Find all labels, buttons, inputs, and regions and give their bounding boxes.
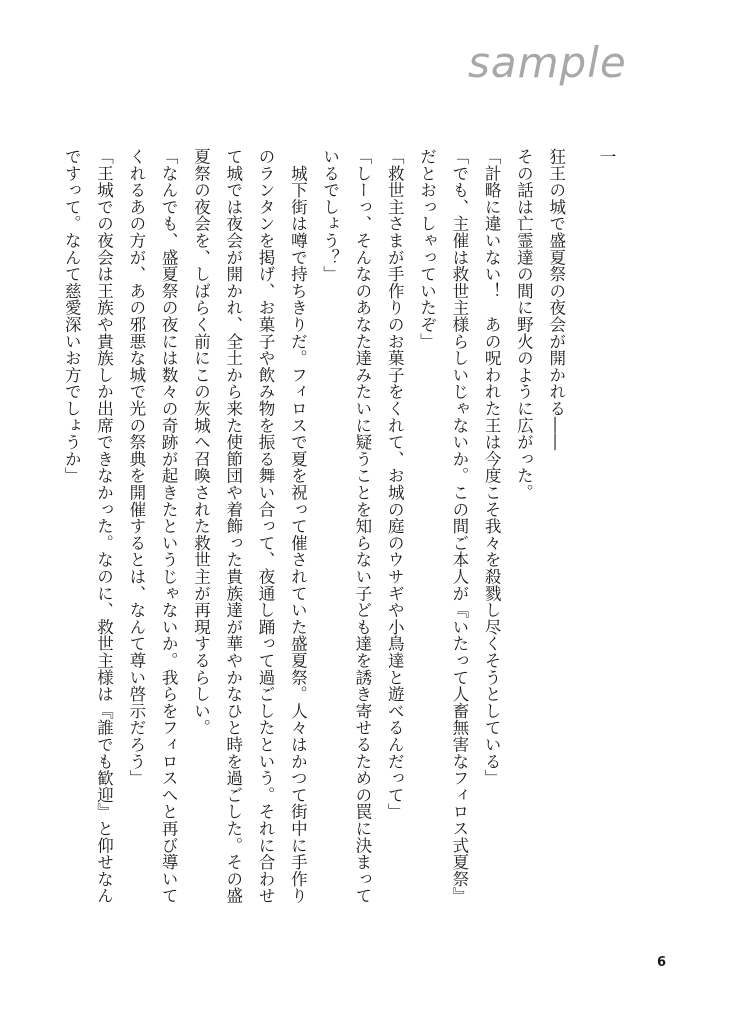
text-line-9: 城下街は噂で持ちきりだ。フィロスで夏を祝って催されていた盛夏祭。人々はかつて街中に手作り [288,148,308,904]
text-line-15: 「王城での夜会は王族や貴族しか出席できなかった。なのに、救世主様は『誰でも歓迎』と仰せなん [94,148,114,904]
chapter-mark: 一 [597,148,616,165]
text-line-11: て城では夜会が開かれ、全土から来た使節団や着飾った貴族達が華やかなひと時を過ごした。その盛 [223,148,243,904]
text-line-1: 狂王の城で盛夏祭の夜会が開かれる―― [546,148,566,451]
text-line-13: 「なんでも、盛夏祭の夜には数々の奇跡が起きたというじゃないか。我らをフィロスへと再び導いて [159,148,179,904]
vertical-text-body [55,148,622,908]
text-line-14: くれるあの方が、あの邪悪な城で光の祭典を開催するとは、なんて尊い啓示だろう」 [126,148,146,787]
text-line-16: ですって。なんて慈愛深いお方でしょうか」 [62,148,82,484]
text-line-3: 「計略に違いない！ あの呪われた王は今度こそ我々を殺戮し尽くそうとしている」 [482,148,502,787]
sample-watermark: sample [468,38,627,87]
text-line-5: だとおっしゃっていたぞ」 [417,148,437,350]
text-line-2: その話は亡霊達の間に野火のように広がった。 [514,148,534,501]
text-line-6: 「救世主さまが手作りのお菓子をくれて、お城の庭のウサギや小鳥達と遊べるんだって」 [385,148,405,820]
text-line-10: のランタンを掲げ、お菓子や飲み物を振る舞い合って、夜通し踊って過ごしたという。それに合わせ [256,148,276,904]
page-number: 6 [657,955,667,970]
text-line-8: いるでしょう？」 [320,148,340,283]
text-line-7: 「しーっ、そんなのあなた達みたいに疑うことを知らない子ども達を誘き寄せるための罠に決まって [352,148,372,904]
text-line-4: 「でも、主催は救世主様らしいじゃないか。この間ご本人が『いたって人畜無害なフィロス式夏祭』 [449,148,469,904]
text-line-12: 夏祭の夜会を、しばらく前にこの灰城へ召喚された救世主が再現するらしい。 [191,148,211,736]
